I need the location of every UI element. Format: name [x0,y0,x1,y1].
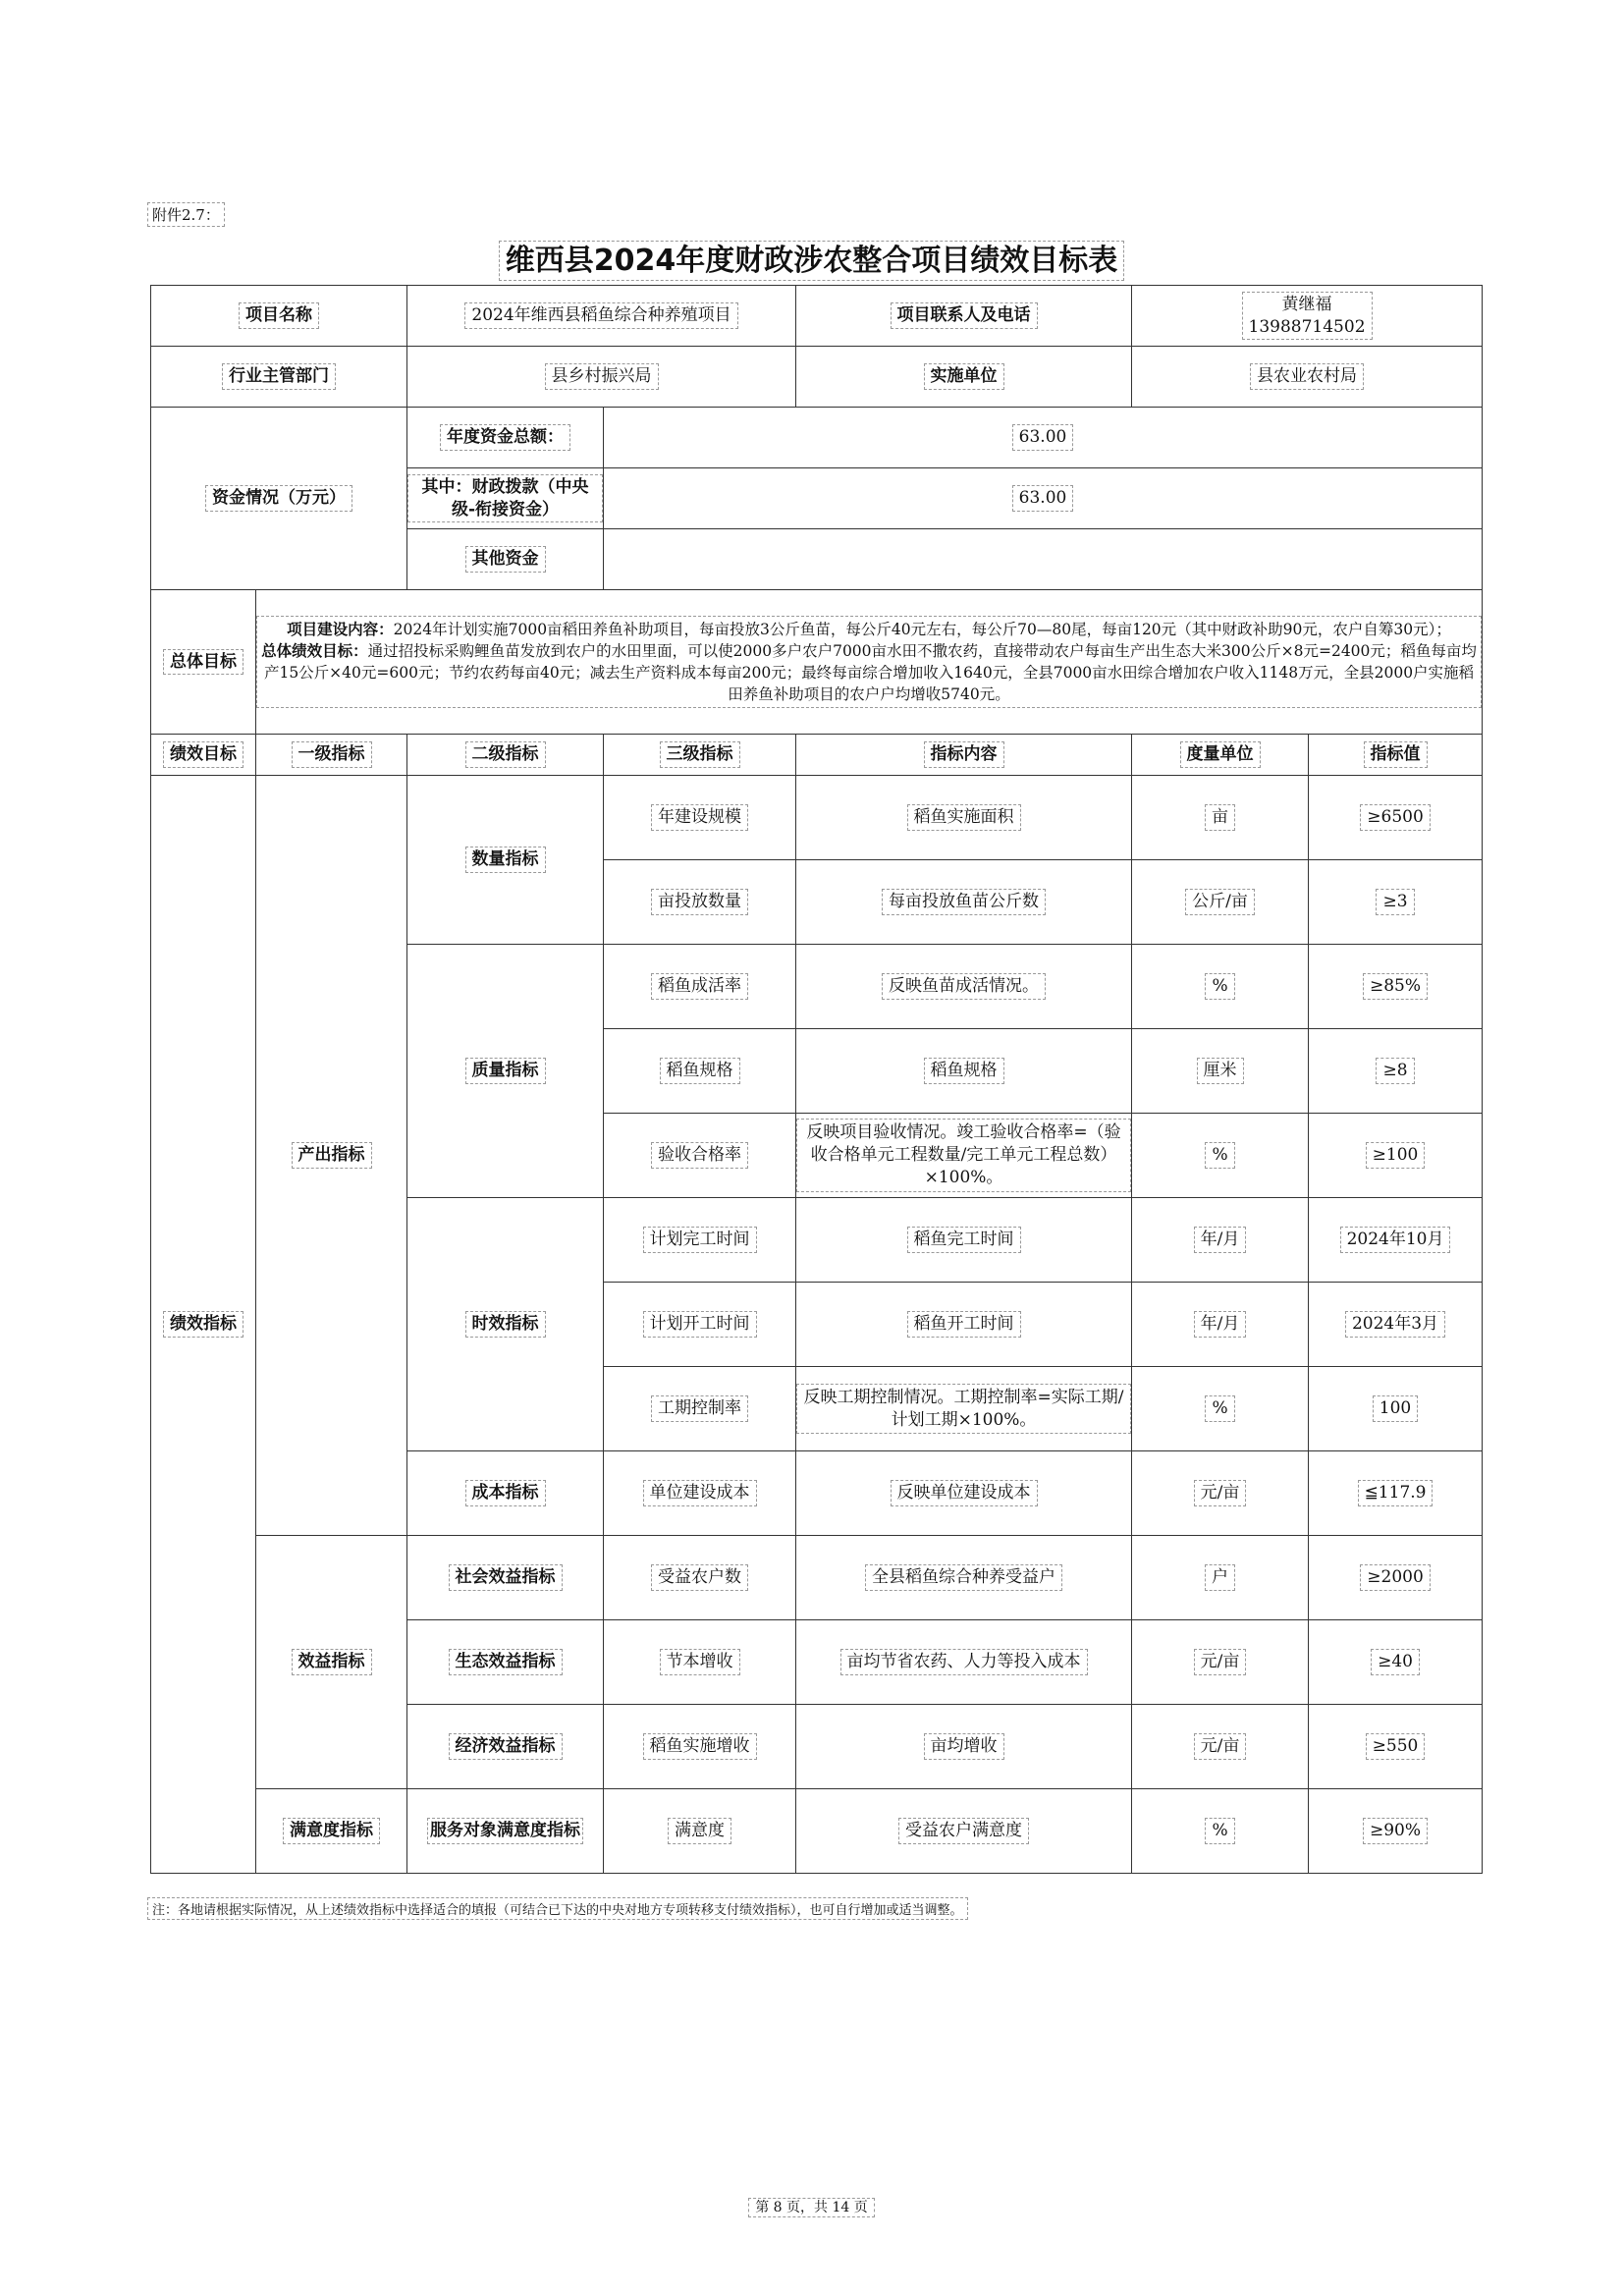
page-title [0,236,1623,279]
contact-value [1242,292,1373,341]
level2-econ: 经济效益指标 [449,1733,563,1760]
row-unit: 元/亩 [1194,1480,1247,1506]
row-content: 每亩投放鱼苗公斤数 [882,889,1046,915]
row-l3: 工期控制率 [651,1395,748,1422]
row-content: 反映工期控制情况。工期控制率=实际工期/计划工期×100%。 [796,1384,1131,1435]
row-value: ≥8 [1376,1058,1414,1084]
level2-eco: 生态效益指标 [449,1649,563,1675]
project-name-value: 2024年维西县稻鱼综合种养殖项目 [464,302,737,329]
row-value: ≥100 [1366,1142,1426,1169]
row-value: 100 [1373,1395,1418,1422]
funds-fiscal-value: 63.00 [1012,485,1074,512]
goal-content-label: 项目建设内容： [287,621,394,638]
impl-label: 实施单位 [924,363,1004,390]
header-value: 指标值 [1364,741,1428,768]
row-value: 2024年3月 [1345,1311,1445,1338]
row-content: 反映项目验收情况。竣工验收合格率=（验收合格单元工程数量/完工单元工程总数）×100%。 [796,1119,1131,1192]
row-l3: 稻鱼成活率 [651,973,748,1000]
row-content: 反映单位建设成本 [891,1480,1038,1506]
row-l3: 计划完工时间 [643,1227,757,1253]
goal-label: 总体目标 [163,649,243,676]
header-perf: 绩效目标 [163,741,243,768]
row-content: 稻鱼完工时间 [907,1227,1021,1253]
row-value: ≥90% [1363,1818,1428,1844]
row-unit: % [1205,1395,1234,1422]
row-unit: 元/亩 [1194,1733,1247,1760]
row-unit: 厘米 [1197,1058,1244,1084]
header-content: 指标内容 [924,741,1004,768]
row-unit: 元/亩 [1194,1649,1247,1675]
header-l2: 二级指标 [465,741,546,768]
header-l3: 三级指标 [660,741,740,768]
row-l3: 计划开工时间 [643,1311,757,1338]
level2-timeliness: 时效指标 [465,1311,546,1338]
goal-content-text: 2024年计划实施7000亩稻田养鱼补助项目，每亩投放3公斤鱼苗，每公斤40元左右，每公斤70—80尾，每亩120元（其中财政补助90元，农户自筹30元）； [393,621,1451,638]
row-l3: 稻鱼实施增收 [643,1733,757,1760]
row-unit: 公斤/亩 [1185,889,1255,915]
row-value: ≥3 [1376,889,1414,915]
impl-value: 县农业农村局 [1250,363,1364,390]
row-content: 亩均节省农药、人力等投入成本 [840,1649,1088,1675]
funds-total-value: 63.00 [1012,424,1074,451]
row-unit: % [1205,1818,1234,1844]
row-value: ≦117.9 [1358,1480,1434,1506]
performance-table [150,285,1483,1874]
row-l3: 年建设规模 [651,804,748,831]
level1-output: 产出指标 [292,1142,372,1169]
level2-quantity: 数量指标 [465,847,546,873]
row-content: 稻鱼开工时间 [907,1311,1021,1338]
contact-name: 黄继福 [1281,294,1332,314]
row-unit: 户 [1205,1564,1235,1591]
project-name-label: 项目名称 [239,302,319,329]
level2-service: 服务对象满意度指标 [427,1818,583,1844]
row-l3: 亩投放数量 [651,889,748,915]
table-row [151,776,1483,860]
row-unit: 年/月 [1194,1227,1247,1253]
funds-fiscal-label: 其中：财政拨款（中央级-衔接资金） [407,474,603,523]
level1-satisfaction: 满意度指标 [283,1818,380,1844]
row-unit: 亩 [1205,804,1235,831]
level1-benefit: 效益指标 [292,1649,372,1675]
contact-label: 项目联系人及电话 [891,302,1038,329]
funds-total-label: 年度资金总额： [440,424,570,451]
page-indicator-text: 第 8 页，共 14 页 [748,2198,875,2217]
row-content: 稻鱼实施面积 [907,804,1021,831]
row-l3: 稻鱼规格 [660,1058,740,1084]
project-name-row [151,286,1483,347]
row-content: 亩均增收 [924,1733,1004,1760]
row-value: ≥2000 [1360,1564,1431,1591]
row-value: 2024年10月 [1340,1227,1451,1253]
header-l1: 一级指标 [292,741,372,768]
funds-label: 资金情况（万元） [205,485,352,512]
row-l3: 单位建设成本 [643,1480,757,1506]
title-text: 维西县2024年度财政涉农整合项目绩效目标表 [499,241,1125,281]
row-content: 反映鱼苗成活情况。 [882,973,1046,1000]
table-row [151,1536,1483,1620]
contact-phone: 13988714502 [1248,316,1366,337]
goal-content [256,616,1482,708]
level2-quality: 质量指标 [465,1058,546,1084]
dept-row [151,347,1483,408]
row-l3: 满意度 [668,1818,731,1844]
level2-social: 社会效益指标 [449,1564,563,1591]
level2-cost: 成本指标 [465,1480,546,1506]
perf-indicator-label: 绩效指标 [163,1311,243,1338]
row-value: ≥40 [1371,1649,1420,1675]
row-value: ≥6500 [1360,804,1431,831]
row-content: 稻鱼规格 [924,1058,1004,1084]
funds-total-row [151,408,1483,468]
overall-goal-row [151,590,1483,735]
row-l3: 验收合格率 [651,1142,748,1169]
goal-perf-label: 总体绩效目标： [261,642,368,660]
attachment-label: 附件2.7： [147,202,225,227]
table-row [151,1789,1483,1874]
funds-other-label: 其他资金 [465,546,546,573]
row-value: ≥550 [1366,1733,1426,1760]
row-value: ≥85% [1363,973,1428,1000]
row-unit: % [1205,973,1234,1000]
row-l3: 节本增收 [660,1649,740,1675]
footnote: 注：各地请根据实际情况，从上述绩效指标中选择适合的填报（可结合已下达的中央对地方专项转移支付绩效指标），也可自行增加或适当调整。 [147,1897,968,1920]
dept-value: 县乡村振兴局 [545,363,659,390]
page-indicator [0,2197,1623,2216]
dept-label: 行业主管部门 [222,363,336,390]
goal-perf-text: 通过招投标采购鲤鱼苗发放到农户的水田里面，可以使2000多户农户7000亩水田不撒农药，直接带动农户每亩生产出生态大米300公斤×8元=2400元；稻鱼每亩均产15公斤×40元=600元；节约农药每亩40元；减去生产资料成本每亩200元；最终每亩综合增加收入1640元，全县7000亩水田综合增加农户收入1148万元，全县2000户实施稻田养鱼补助项目的农户户均增收5740元。 [263,642,1477,703]
row-unit: % [1205,1142,1234,1169]
row-l3: 受益农户数 [651,1564,748,1591]
row-content: 受益农户满意度 [898,1818,1029,1844]
row-unit: 年/月 [1194,1311,1247,1338]
header-unit: 度量单位 [1180,741,1261,768]
indicator-header-row [151,735,1483,776]
row-content: 全县稻鱼综合种养受益户 [865,1564,1062,1591]
